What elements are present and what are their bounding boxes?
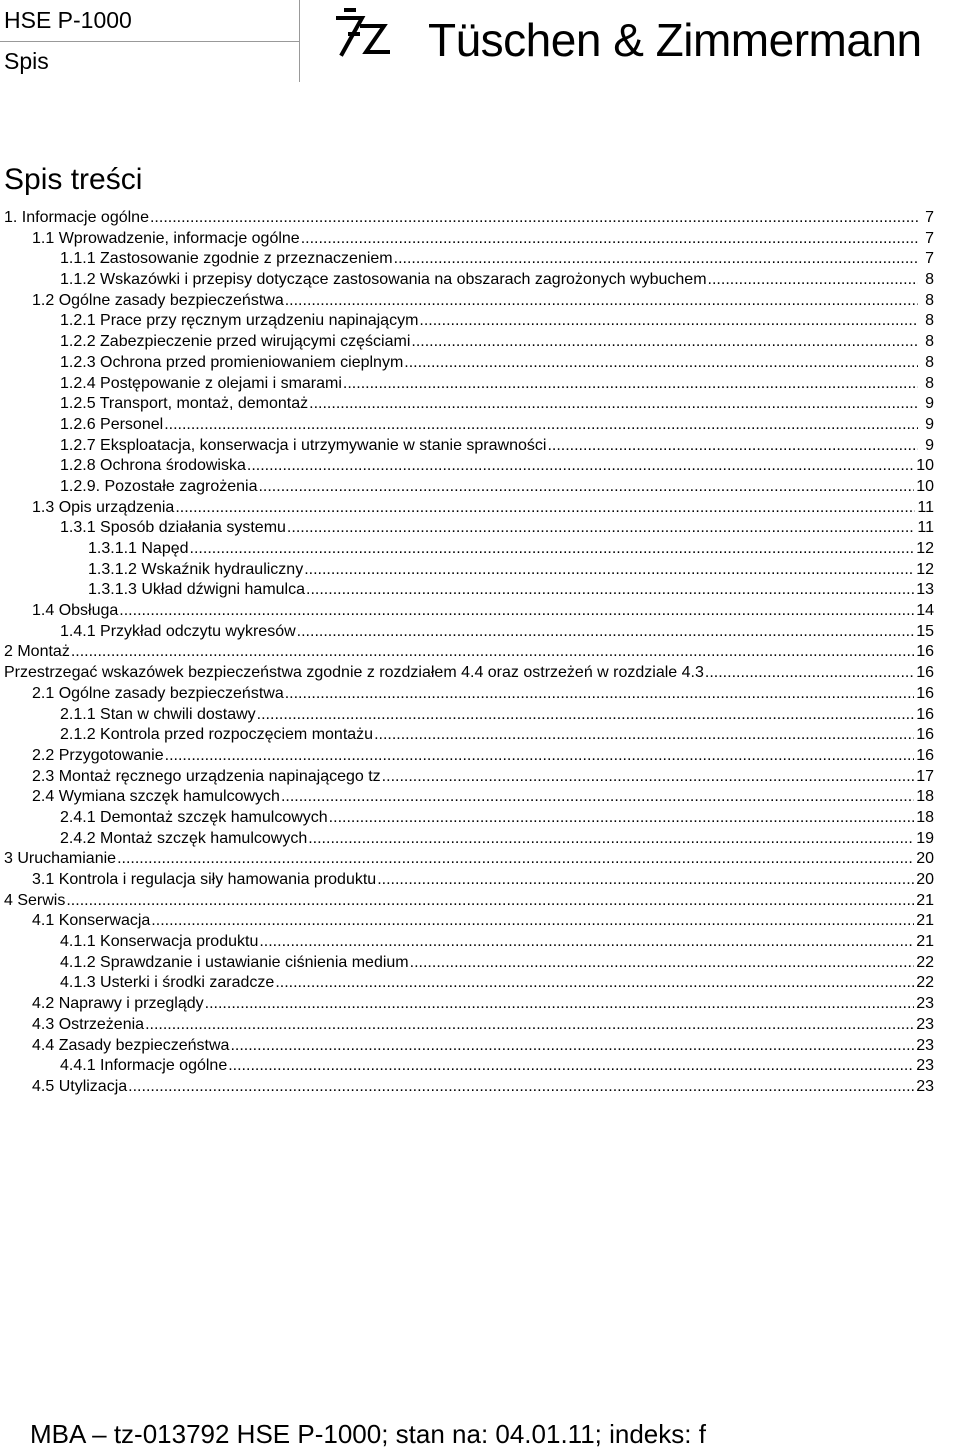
toc-entry-title: 2.2 Przygotowanie	[32, 746, 164, 764]
toc-page-number: 22	[916, 974, 934, 992]
toc-page-number: 20	[916, 871, 934, 888]
toc-entry-title: 2.4.2 Montaż szczęk hamulcowych	[60, 829, 308, 847]
toc-dot-leader	[165, 746, 915, 767]
toc-entry[interactable]	[0, 291, 960, 312]
toc-entry-title: 1.2 Ogólne zasady bezpieczeństwa	[32, 291, 284, 309]
toc-page-number: 22	[916, 953, 934, 971]
toc-entry-title: 1.4.1 Przykład odczytu wykresów	[60, 622, 296, 640]
toc-dot-leader	[304, 560, 914, 581]
toc-dot-leader	[281, 787, 914, 808]
toc-page-number: 16	[916, 643, 934, 661]
toc-dot-leader	[66, 891, 914, 912]
toc-page-number: 23	[916, 1015, 934, 1033]
toc-dot-leader	[71, 642, 914, 663]
toc-dot-leader	[205, 994, 915, 1015]
toc-entry[interactable]	[0, 311, 960, 332]
toc-entry[interactable]	[0, 518, 960, 539]
page-title: Spis treści	[4, 163, 143, 196]
header-divider	[0, 41, 299, 42]
toc-page-number: 19	[916, 829, 934, 847]
toc-dot-leader	[285, 291, 918, 312]
toc-dot-leader	[258, 477, 914, 498]
table-of-contents	[0, 208, 960, 1098]
toc-dot-leader	[374, 725, 914, 746]
toc-entry-title: 4.1 Konserwacja	[32, 912, 151, 930]
toc-page-number: 13	[916, 581, 934, 599]
toc-entry[interactable]	[0, 767, 960, 788]
toc-entry-title: 4.1.2 Sprawdzanie i ustawianie ciśnienia medium	[60, 953, 409, 971]
toc-dot-leader	[301, 229, 918, 250]
page-header	[0, 0, 960, 82]
toc-page-number: 18	[916, 808, 934, 826]
toc-entry-title: 2.4 Wymiana szczęk hamulcowych	[32, 788, 280, 806]
toc-page-number: 8	[925, 353, 934, 371]
header-info-box	[0, 0, 300, 82]
toc-entry-title: 1.2.1 Prace przy ręcznym urządzeniu napinającym	[60, 312, 419, 330]
toc-entry-title: 1.3.1.3 Układ dźwigni hamulca	[88, 581, 306, 599]
toc-entry-title: 4.3 Ostrzeżenia	[32, 1015, 145, 1033]
toc-entry-title: 1.4 Obsługa	[32, 602, 119, 620]
toc-entry-title: 1.2.7 Eksploatacja, konserwacja i utrzymywanie w stanie sprawności	[60, 436, 547, 454]
toc-entry[interactable]	[0, 270, 960, 291]
toc-entry-title: 1.1 Wprowadzenie, informacje ogólne	[32, 229, 300, 247]
toc-page-number: 12	[916, 540, 934, 557]
toc-entry[interactable]	[0, 932, 960, 953]
toc-page-number: 16	[916, 664, 934, 682]
toc-entry[interactable]	[0, 332, 960, 353]
toc-entry[interactable]	[0, 353, 960, 374]
toc-page-number: 12	[916, 560, 934, 578]
toc-entry-title: 2.4.1 Demontaż szczęk hamulcowych	[60, 808, 328, 826]
toc-dot-leader	[257, 705, 915, 726]
toc-entry-title: 4 Serwis	[4, 891, 66, 909]
toc-entry-title: 4.5 Utylizacja	[32, 1077, 128, 1095]
toc-page-number: 21	[916, 912, 934, 930]
toc-page-number: 9	[925, 415, 934, 433]
toc-dot-leader	[259, 932, 914, 953]
toc-entry-title: 3 Uruchamianie	[4, 850, 117, 868]
toc-entry[interactable]	[0, 953, 960, 974]
toc-page-number: 16	[916, 726, 934, 744]
section-name: Spis	[4, 48, 49, 74]
toc-dot-leader	[128, 1077, 914, 1098]
toc-entry[interactable]	[0, 229, 960, 250]
toc-entry[interactable]	[0, 829, 960, 850]
toc-entry[interactable]	[0, 622, 960, 643]
toc-dot-leader	[411, 332, 918, 353]
toc-entry-title: 4.1.1 Konserwacja produktu	[60, 933, 259, 951]
toc-entry[interactable]	[0, 808, 960, 829]
toc-dot-leader	[228, 1056, 914, 1077]
toc-entry[interactable]	[0, 436, 960, 457]
toc-entry-title: 1.1.1 Zastosowanie zgodnie z przeznaczeniem	[60, 250, 393, 268]
toc-page-number: 8	[925, 291, 934, 309]
toc-entry[interactable]	[0, 663, 960, 684]
toc-dot-leader	[705, 663, 914, 684]
toc-page-number: 9	[925, 395, 934, 413]
toc-entry[interactable]	[0, 911, 960, 932]
toc-page-number: 7	[925, 229, 934, 247]
page-footer: MBA – tz-013792 HSE P-1000; stan na: 04.01.11; indeks: f	[30, 1419, 706, 1449]
toc-entry[interactable]	[0, 994, 960, 1015]
toc-dot-leader	[285, 684, 914, 705]
toc-dot-leader	[419, 311, 918, 332]
toc-entry[interactable]	[0, 539, 960, 560]
toc-entry-title: 1.2.8 Ochrona środowiska	[60, 457, 246, 475]
toc-page-number: 23	[916, 1057, 934, 1075]
toc-entry[interactable]	[0, 746, 960, 767]
document-code: HSE P-1000	[4, 7, 132, 33]
toc-entry[interactable]	[0, 1056, 960, 1077]
tz-logo-icon	[332, 4, 392, 58]
toc-page-number: 10	[916, 477, 934, 495]
toc-entry-title: 1.2.9. Pozostałe zagrożenia	[60, 477, 258, 495]
toc-entry-title: 2.1 Ogólne zasady bezpieczeństwa	[32, 684, 284, 702]
toc-entry-title: 1.3 Opis urządzenia	[32, 498, 175, 516]
toc-page-number: 11	[917, 498, 934, 516]
toc-entry[interactable]	[0, 705, 960, 726]
toc-entry[interactable]	[0, 208, 960, 229]
toc-dot-leader	[190, 539, 915, 560]
toc-page-number: 8	[925, 312, 934, 330]
toc-entry[interactable]	[0, 1015, 960, 1036]
toc-page-number: 8	[925, 333, 934, 351]
toc-entry-title: 1.2.6 Personel	[60, 415, 164, 433]
toc-dot-leader	[329, 808, 915, 829]
toc-entry[interactable]	[0, 787, 960, 808]
toc-dot-leader	[410, 953, 915, 974]
toc-dot-leader	[151, 911, 914, 932]
toc-page-number: 18	[916, 788, 934, 806]
toc-page-number: 23	[916, 1077, 934, 1095]
toc-entry[interactable]	[0, 725, 960, 746]
toc-page-number: 8	[925, 271, 934, 289]
toc-dot-leader	[230, 1036, 914, 1057]
toc-entry-title: 1.1.2 Wskazówki i przepisy dotyczące zastosowania na obszarach zagrożonych wybuchem	[60, 271, 707, 289]
toc-page-number: 17	[916, 767, 934, 785]
toc-page-number: 23	[916, 995, 934, 1013]
toc-page-number: 15	[916, 622, 934, 640]
toc-entry-title: 1.2.3 Ochrona przed promieniowaniem cieplnym	[60, 353, 404, 371]
toc-dot-leader	[547, 436, 918, 457]
toc-dot-leader	[247, 456, 914, 477]
toc-entry-title: 2.3 Montaż ręcznego urządzenia napinającego tz	[32, 767, 381, 785]
toc-entry-title: 2 Montaż	[4, 643, 70, 661]
toc-dot-leader	[297, 622, 915, 643]
toc-entry-title: 1.2.2 Zabezpieczenie przed wirującymi częściami	[60, 333, 411, 351]
toc-dot-leader	[309, 394, 918, 415]
toc-dot-leader	[287, 518, 915, 539]
toc-page-number: 21	[916, 891, 934, 909]
toc-dot-leader	[394, 249, 918, 270]
toc-dot-leader	[308, 829, 914, 850]
toc-dot-leader	[708, 270, 918, 291]
toc-entry[interactable]	[0, 456, 960, 477]
toc-page-number: 10	[916, 457, 934, 475]
toc-dot-leader	[306, 580, 914, 601]
toc-page-number: 11	[917, 519, 934, 537]
toc-page-number: 16	[916, 705, 934, 723]
toc-entry-title: 3.1 Kontrola i regulacja siły hamowania produktu	[32, 871, 377, 888]
toc-entry[interactable]	[0, 891, 960, 912]
toc-dot-leader	[343, 374, 918, 395]
toc-entry[interactable]	[0, 642, 960, 663]
header-brand	[300, 0, 960, 82]
toc-entry-title: 4.1.3 Usterki i środki zaradcze	[60, 974, 275, 992]
toc-page-number: 9	[925, 436, 934, 454]
toc-entry-title: 2.1.1 Stan w chwili dostawy	[60, 705, 256, 723]
toc-entry[interactable]	[0, 249, 960, 270]
toc-entry[interactable]	[0, 973, 960, 994]
toc-entry[interactable]	[0, 394, 960, 415]
toc-entry-title: 4.4.1 Informacje ogólne	[60, 1057, 228, 1075]
toc-entry-title: 1.2.5 Transport, montaż, demontaż	[60, 395, 309, 413]
company-name: Tüschen & Zimmermann	[428, 14, 922, 66]
toc-entry-title: 1.3.1 Sposób działania systemu	[60, 519, 286, 537]
toc-entry-title: 1. Informacje ogólne	[4, 209, 149, 226]
toc-dot-leader	[164, 415, 918, 436]
toc-entry-title: 1.3.1.2 Wskaźnik hydrauliczny	[88, 560, 304, 578]
toc-dot-leader	[404, 353, 918, 374]
toc-page-number: 14	[916, 602, 934, 620]
toc-entry-title: 4.2 Naprawy i przeglądy	[32, 995, 204, 1013]
toc-entry[interactable]	[0, 580, 960, 601]
toc-dot-leader	[145, 1015, 914, 1036]
toc-entry[interactable]	[0, 849, 960, 870]
toc-entry-title: 2.1.2 Kontrola przed rozpoczęciem montażu	[60, 726, 374, 744]
toc-dot-leader	[382, 767, 915, 788]
toc-dot-leader	[150, 208, 918, 229]
toc-page-number: 16	[916, 684, 934, 702]
toc-page-number: 21	[916, 933, 934, 951]
toc-entry-title: 1.2.4 Postępowanie z olejami i smarami	[60, 374, 342, 392]
toc-entry[interactable]	[0, 1036, 960, 1057]
toc-entry[interactable]	[0, 684, 960, 705]
toc-page-number: 7	[925, 209, 934, 226]
toc-entry[interactable]	[0, 374, 960, 395]
toc-dot-leader	[175, 498, 915, 519]
toc-page-number: 7	[925, 250, 934, 268]
toc-dot-leader	[377, 870, 914, 891]
toc-entry[interactable]	[0, 870, 960, 891]
toc-page-number: 16	[916, 746, 934, 764]
toc-entry-title: 4.4 Zasady bezpieczeństwa	[32, 1036, 230, 1054]
toc-page-number: 23	[916, 1036, 934, 1054]
toc-entry[interactable]	[0, 498, 960, 519]
toc-entry-title: 1.3.1.1 Napęd	[88, 540, 189, 557]
toc-page-number: 20	[916, 850, 934, 868]
toc-entry[interactable]	[0, 1077, 960, 1098]
toc-dot-leader	[117, 849, 914, 870]
toc-entry[interactable]	[0, 477, 960, 498]
toc-dot-leader	[275, 973, 914, 994]
toc-entry[interactable]	[0, 601, 960, 622]
toc-page-number: 8	[925, 374, 934, 392]
toc-entry[interactable]	[0, 560, 960, 581]
toc-dot-leader	[119, 601, 914, 622]
toc-entry-title: Przestrzegać wskazówek bezpieczeństwa zgodnie z rozdziałem 4.4 oraz ostrzeżeń w rozdziale 4.3	[4, 664, 704, 682]
toc-entry[interactable]	[0, 415, 960, 436]
